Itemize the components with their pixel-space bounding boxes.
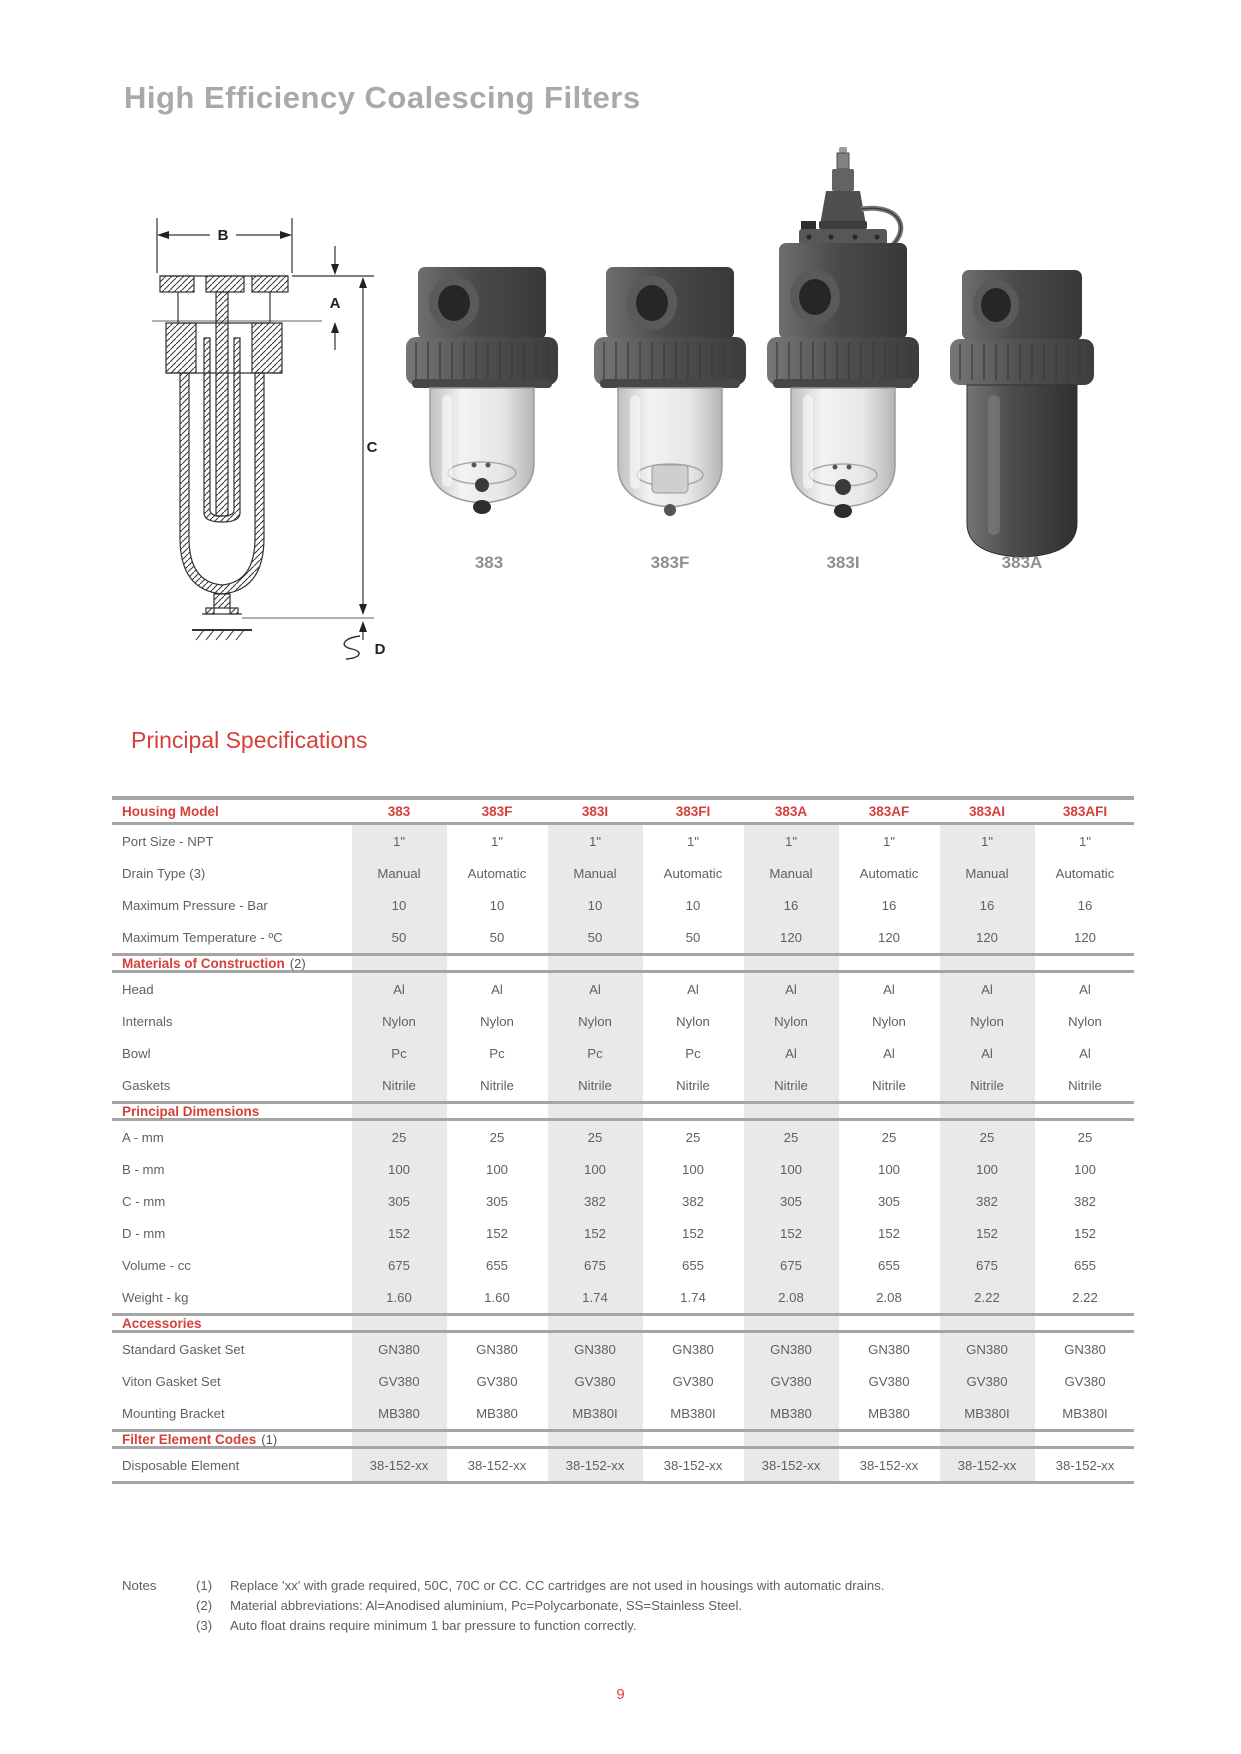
table-row — [112, 1153, 1134, 1185]
table-cell: 16 — [881, 897, 897, 913]
product-photo-383a — [950, 270, 1094, 557]
note-number: (3) — [196, 1618, 213, 1633]
table-cell: GN380 — [770, 1341, 812, 1357]
table-section-label: Filter Element Codes — [122, 1431, 257, 1447]
table-cell: Al — [491, 981, 503, 997]
table-cell: GV380 — [770, 1373, 812, 1389]
table-cell: 25 — [685, 1129, 701, 1145]
table-row — [112, 825, 1134, 857]
table-header-column: 383AFI — [1062, 803, 1108, 819]
table-header-column: 383F — [481, 803, 513, 819]
table-cell: 675 — [387, 1257, 410, 1273]
table-cell: 2.22 — [974, 1289, 1000, 1305]
table-cell: Nitrile — [872, 1077, 906, 1093]
table-row — [112, 1281, 1134, 1313]
table-cell: MB380 — [476, 1405, 518, 1421]
table-cell: GV380 — [672, 1373, 714, 1389]
dim-label-c: C — [366, 439, 378, 456]
table-section-note: (1) — [261, 1431, 278, 1447]
table-cell: Nitrile — [578, 1077, 612, 1093]
table-cell: 25 — [881, 1129, 897, 1145]
table-row — [112, 889, 1134, 921]
note-item — [196, 1596, 884, 1616]
table-row-label: Maximum Temperature - ºC — [122, 929, 283, 945]
table-cell: 100 — [485, 1161, 508, 1177]
table-cell: Nylon — [676, 1013, 710, 1029]
table-cell: 38-152-xx — [1055, 1457, 1115, 1473]
product-photo-383 — [406, 267, 558, 514]
table-cell: Automatic — [1055, 865, 1115, 881]
table-cell: GV380 — [574, 1373, 616, 1389]
table-cell: Nitrile — [382, 1077, 416, 1093]
table-cell: Al — [589, 981, 601, 997]
note-item — [196, 1616, 884, 1636]
table-cell: 1" — [392, 833, 405, 849]
table-cell: 100 — [387, 1161, 410, 1177]
table-cell: 38-152-xx — [467, 1457, 527, 1473]
table-row — [112, 1217, 1134, 1249]
product-photo-383f — [594, 267, 746, 516]
note-text: Auto float drains require minimum 1 bar pressure to function correctly. — [230, 1618, 637, 1633]
table-cell: 100 — [877, 1161, 900, 1177]
notes-items — [196, 1576, 884, 1636]
table-row-label: Disposable Element — [122, 1457, 240, 1473]
table-cell: Nylon — [970, 1013, 1004, 1029]
table-cell: GV380 — [1064, 1373, 1106, 1389]
table-cell: Al — [785, 981, 797, 997]
product-photos — [380, 140, 1110, 580]
table-row — [112, 1069, 1134, 1101]
table-cell: 38-152-xx — [565, 1457, 625, 1473]
table-cell: MB380I — [1062, 1405, 1108, 1421]
table-cell: 16 — [979, 897, 995, 913]
table-cell: 305 — [779, 1193, 802, 1209]
table-row — [112, 1333, 1134, 1365]
table-cell: 10 — [391, 897, 407, 913]
table-row — [112, 973, 1134, 1005]
table-cell: 38-152-xx — [761, 1457, 821, 1473]
table-row — [112, 921, 1134, 953]
note-text: Material abbreviations: Al=Anodised aluminium, Pc=Polycarbonate, SS=Stainless Steel. — [230, 1598, 743, 1613]
table-section-note: (2) — [289, 955, 306, 971]
table-row-label: Weight - kg — [122, 1289, 189, 1305]
table-cell: 1.60 — [484, 1289, 510, 1305]
dimension-drawing — [122, 188, 396, 660]
table-cell: 38-152-xx — [957, 1457, 1017, 1473]
table-cell: GN380 — [1064, 1341, 1106, 1357]
table-cell: 100 — [681, 1161, 704, 1177]
table-row-label: B - mm — [122, 1161, 165, 1177]
table-cell: Pc — [489, 1045, 505, 1061]
table-cell: GN380 — [672, 1341, 714, 1357]
table-cell: 305 — [877, 1193, 900, 1209]
table-cell: Nitrile — [774, 1077, 808, 1093]
table-header-column: 383 — [387, 803, 411, 819]
table-row-label: D - mm — [122, 1225, 166, 1241]
table-cell: 50 — [489, 929, 505, 945]
table-cell: GN380 — [378, 1341, 420, 1357]
table-row-label: Head — [122, 981, 154, 997]
table-cell: 152 — [779, 1225, 802, 1241]
table-cell: 38-152-xx — [369, 1457, 429, 1473]
table-cell: GV380 — [966, 1373, 1008, 1389]
table-cell: 382 — [583, 1193, 606, 1209]
table-cell: 1" — [784, 833, 797, 849]
table-header-label: Housing Model — [122, 803, 219, 819]
note-number: (1) — [196, 1578, 213, 1593]
table-cell: Nylon — [382, 1013, 416, 1029]
table-cell: GN380 — [574, 1341, 616, 1357]
table-cell: Nitrile — [676, 1077, 710, 1093]
table-row-label: Gaskets — [122, 1077, 171, 1093]
table-cell: 152 — [681, 1225, 704, 1241]
table-cell: MB380I — [670, 1405, 716, 1421]
table-section-label: Materials of Construction — [122, 955, 285, 971]
table-cell: 10 — [685, 897, 701, 913]
product-label-383i: 383I — [826, 553, 860, 572]
table-cell: 25 — [391, 1129, 407, 1145]
table-cell: 1.74 — [582, 1289, 608, 1305]
table-cell: 120 — [1073, 929, 1096, 945]
table-cell: 10 — [587, 897, 603, 913]
table-row-label: Bowl — [122, 1045, 151, 1061]
table-cell: Nylon — [1068, 1013, 1102, 1029]
table-row — [112, 1249, 1134, 1281]
table-cell: Al — [883, 1045, 895, 1061]
table-cell: 50 — [391, 929, 407, 945]
note-number: (2) — [196, 1598, 213, 1613]
table-cell: 675 — [975, 1257, 998, 1273]
table-row — [112, 1037, 1134, 1069]
table-cell: 152 — [877, 1225, 900, 1241]
table-header-column: 383I — [581, 803, 609, 819]
table-cell: 675 — [779, 1257, 802, 1273]
note-item — [196, 1576, 884, 1596]
table-cell: 655 — [1073, 1257, 1096, 1273]
table-cell: Nylon — [872, 1013, 906, 1029]
table-cell: GN380 — [966, 1341, 1008, 1357]
table-cell: Al — [785, 1045, 797, 1061]
table-row-label: Mounting Bracket — [122, 1405, 225, 1421]
table-section-row — [112, 953, 1134, 973]
table-cell: 152 — [975, 1225, 998, 1241]
dim-label-d: D — [374, 641, 386, 658]
table-cell: Al — [393, 981, 405, 997]
table-cell: Automatic — [467, 865, 527, 881]
table-cell: Al — [883, 981, 895, 997]
table-cell: Nitrile — [970, 1077, 1004, 1093]
table-cell: Nitrile — [1068, 1077, 1102, 1093]
table-cell: 305 — [387, 1193, 410, 1209]
table-cell: Manual — [377, 865, 421, 881]
table-row-label: Port Size - NPT — [122, 833, 214, 849]
table-cell: 50 — [587, 929, 603, 945]
table-cell: 655 — [681, 1257, 704, 1273]
table-cell: 38-152-xx — [663, 1457, 723, 1473]
table-cell: Manual — [573, 865, 617, 881]
specs-table — [112, 796, 1134, 1484]
table-cell: 2.22 — [1072, 1289, 1098, 1305]
table-cell: Automatic — [859, 865, 919, 881]
table-cell: Al — [687, 981, 699, 997]
table-cell: 120 — [877, 929, 900, 945]
table-cell: 655 — [485, 1257, 508, 1273]
table-row — [112, 1365, 1134, 1397]
table-section-label: Principal Dimensions — [122, 1103, 260, 1119]
note-text: Replace 'xx' with grade required, 50C, 70C or CC. CC cartridges are not used in housings with automatic drains. — [230, 1578, 885, 1593]
product-label-383f: 383F — [650, 553, 690, 572]
product-label-383: 383 — [474, 553, 504, 572]
table-cell: 100 — [975, 1161, 998, 1177]
table-cell: Pc — [391, 1045, 407, 1061]
table-cell: 305 — [485, 1193, 508, 1209]
table-cell: Al — [981, 981, 993, 997]
table-cell: 655 — [877, 1257, 900, 1273]
table-cell: Pc — [587, 1045, 603, 1061]
table-row — [112, 1121, 1134, 1153]
table-cell: 675 — [583, 1257, 606, 1273]
specs-table-body — [112, 796, 1134, 1481]
table-row-label: Volume - cc — [122, 1257, 191, 1273]
table-cell: Automatic — [663, 865, 723, 881]
table-cell: 120 — [975, 929, 998, 945]
table-cell: MB380I — [964, 1405, 1010, 1421]
table-cell: 16 — [1077, 897, 1093, 913]
table-cell: GV380 — [378, 1373, 420, 1389]
table-cell: 38-152-xx — [859, 1457, 919, 1473]
table-header-column: 383AF — [868, 803, 910, 819]
table-cell: 382 — [1073, 1193, 1096, 1209]
table-cell: 382 — [975, 1193, 998, 1209]
table-cell: Manual — [965, 865, 1009, 881]
table-section-label: Accessories — [122, 1315, 202, 1331]
table-cell: 1" — [490, 833, 503, 849]
product-label-383a: 383A — [1001, 553, 1043, 572]
table-cell: 2.08 — [778, 1289, 804, 1305]
section-heading: Principal Specifications — [131, 727, 368, 753]
table-cell: 1" — [588, 833, 601, 849]
table-row-label: Internals — [122, 1013, 173, 1029]
table-cell: 152 — [1073, 1225, 1096, 1241]
table-row-label: C - mm — [122, 1193, 166, 1209]
table-cell: 25 — [979, 1129, 995, 1145]
table-cell: 50 — [685, 929, 701, 945]
table-cell: 25 — [489, 1129, 505, 1145]
table-row — [112, 1005, 1134, 1037]
table-cell: MB380I — [572, 1405, 618, 1421]
table-section-row — [112, 1429, 1134, 1449]
table-bottom-rule — [112, 1481, 1134, 1484]
table-cell: 1" — [1078, 833, 1091, 849]
table-row — [112, 1185, 1134, 1217]
table-row — [112, 1449, 1134, 1481]
table-cell: MB380 — [770, 1405, 812, 1421]
table-cell: 25 — [783, 1129, 799, 1145]
table-row-label: A - mm — [122, 1129, 164, 1145]
table-cell: 1" — [882, 833, 895, 849]
table-cell: GN380 — [868, 1341, 910, 1357]
table-cell: 1" — [686, 833, 699, 849]
table-cell: 1" — [980, 833, 993, 849]
table-section-row — [112, 1101, 1134, 1121]
table-cell: 100 — [583, 1161, 606, 1177]
table-cell: 16 — [783, 897, 799, 913]
dim-label-b: B — [217, 227, 229, 244]
table-cell: 1.74 — [680, 1289, 706, 1305]
table-cell: Nylon — [774, 1013, 808, 1029]
table-cell: Al — [1079, 981, 1091, 997]
table-cell: 1.60 — [386, 1289, 412, 1305]
table-cell: 100 — [1073, 1161, 1096, 1177]
table-cell: GV380 — [868, 1373, 910, 1389]
table-row-label: Maximum Pressure - Bar — [122, 897, 268, 913]
table-cell: Nylon — [578, 1013, 612, 1029]
table-cell: Manual — [769, 865, 813, 881]
table-cell: 10 — [489, 897, 505, 913]
table-header-column: 383FI — [675, 803, 711, 819]
notes-block — [122, 1576, 884, 1636]
table-cell: Al — [1079, 1045, 1091, 1061]
table-section-row — [112, 1313, 1134, 1333]
table-header-row — [112, 796, 1134, 825]
table-cell: 120 — [779, 929, 802, 945]
table-cell: 152 — [583, 1225, 606, 1241]
table-cell: GV380 — [476, 1373, 518, 1389]
table-cell: 2.08 — [876, 1289, 902, 1305]
table-header-column: 383AI — [968, 803, 1006, 819]
table-cell: Pc — [685, 1045, 701, 1061]
table-row-label: Viton Gasket Set — [122, 1373, 221, 1389]
table-cell: Nitrile — [480, 1077, 514, 1093]
table-row-label: Standard Gasket Set — [122, 1341, 245, 1357]
page-number: 9 — [616, 1686, 625, 1703]
table-cell: 382 — [681, 1193, 704, 1209]
table-row — [112, 1397, 1134, 1429]
page-title: High Efficiency Coalescing Filters — [124, 80, 641, 115]
table-cell: 100 — [779, 1161, 802, 1177]
dim-label-a: A — [329, 295, 341, 312]
notes-label: Notes — [122, 1578, 157, 1593]
table-header-column: 383A — [774, 803, 808, 819]
table-cell: MB380 — [868, 1405, 910, 1421]
table-row-label: Drain Type (3) — [122, 865, 206, 881]
table-cell: 25 — [1077, 1129, 1093, 1145]
table-cell: 25 — [587, 1129, 603, 1145]
table-cell: 152 — [485, 1225, 508, 1241]
table-cell: Al — [981, 1045, 993, 1061]
table-cell: Nylon — [480, 1013, 514, 1029]
table-cell: 152 — [387, 1225, 410, 1241]
table-row — [112, 857, 1134, 889]
product-photo-383i — [767, 147, 919, 518]
table-cell: MB380 — [378, 1405, 420, 1421]
table-cell: GN380 — [476, 1341, 518, 1357]
